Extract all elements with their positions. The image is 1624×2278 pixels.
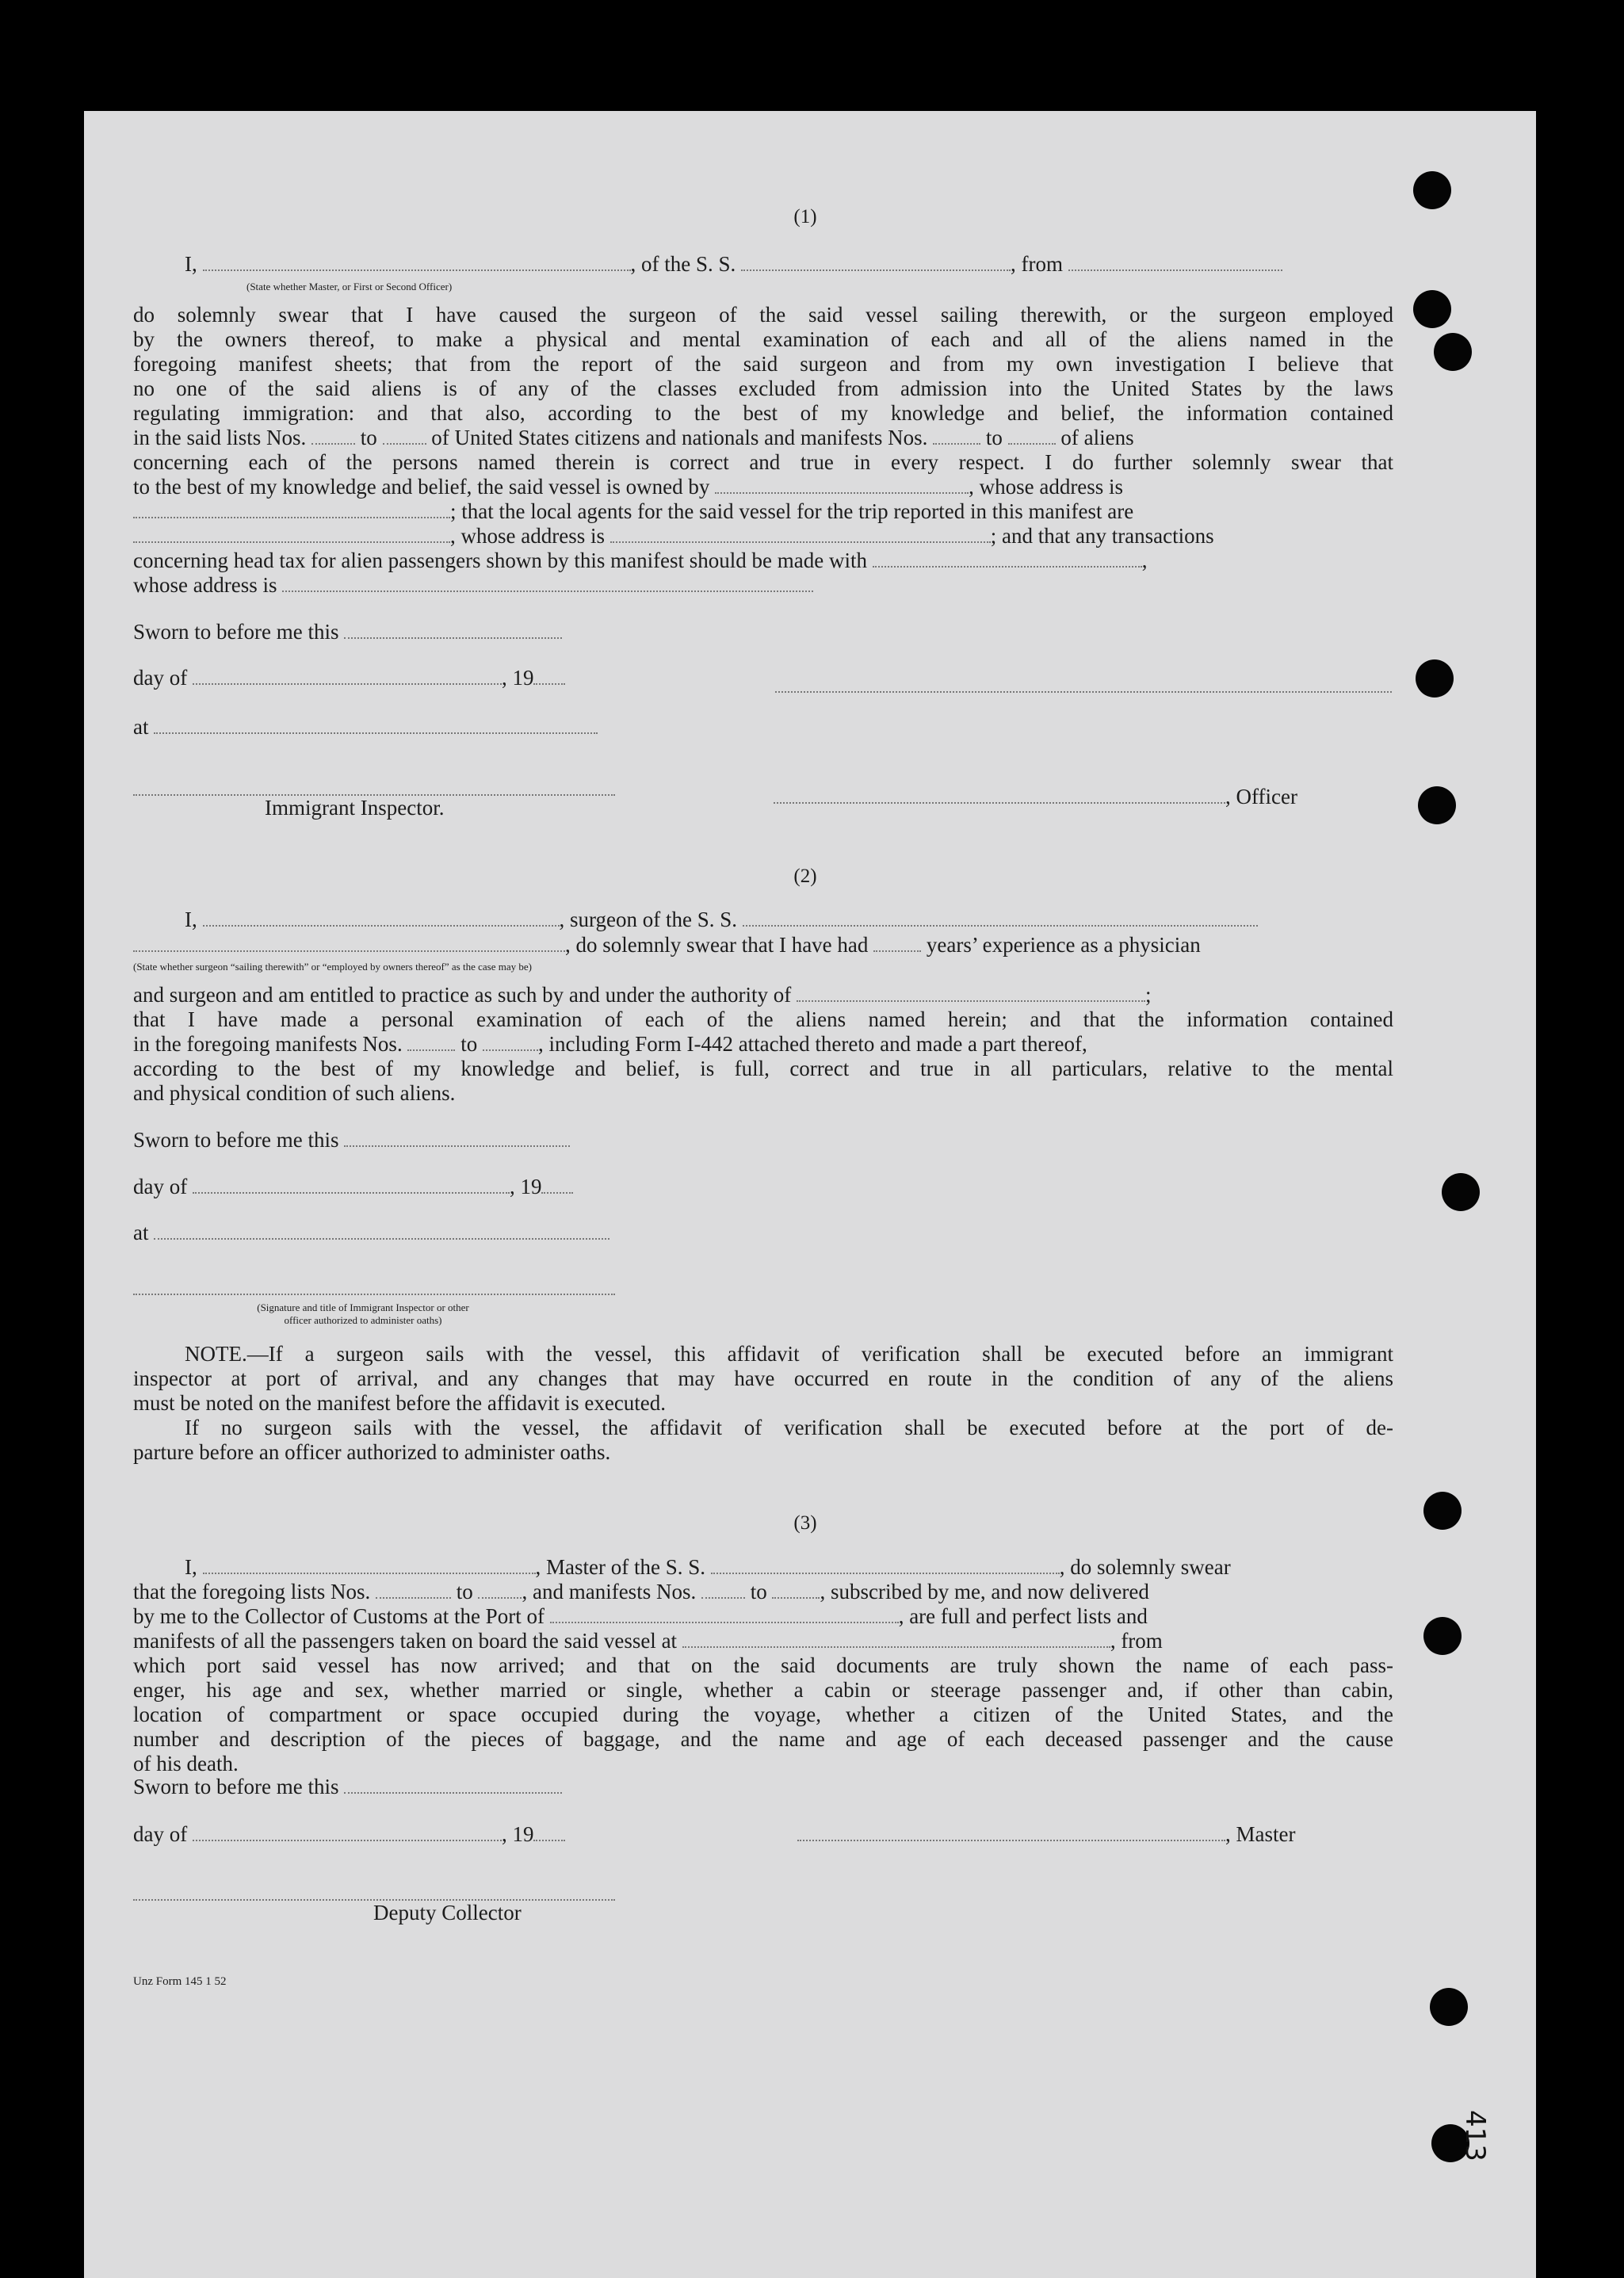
punch-hole	[1442, 1173, 1480, 1211]
place-field[interactable]	[154, 1236, 609, 1240]
owner-field[interactable]	[715, 491, 969, 494]
s1-line: regulating immigration: and that also, according to the best of my knowledge and belief, the information contained	[133, 401, 1393, 425]
year-field[interactable]	[533, 682, 565, 685]
officer-signature-field[interactable]	[775, 690, 1392, 693]
label-year: , 19	[501, 666, 534, 690]
sworn-line	[133, 1775, 562, 1799]
day-of-line	[133, 1175, 573, 1199]
s3-line: location of compartment or space occupied during the voyage, whether a citizen of the United States, and the	[133, 1703, 1393, 1726]
label-manifests-nos: , and manifests Nos.	[522, 1580, 697, 1603]
label-i: I,	[185, 252, 197, 276]
label-to: to	[460, 1032, 478, 1056]
lists-to-field[interactable]	[383, 441, 426, 445]
signature-note: (Signature and title of Immigrant Inspector or other	[257, 1301, 469, 1313]
label-from: , from	[1011, 252, 1063, 276]
label-subscribed: , subscribed by me, and now delivered	[820, 1580, 1149, 1603]
label-i: I,	[185, 1555, 197, 1579]
note-line: parture before an officer authorized to administer oaths.	[133, 1440, 611, 1464]
label-owned-by: to the best of my knowledge and belief, the said vessel is owned by	[133, 475, 710, 499]
s2-manifests-from-field[interactable]	[407, 1048, 455, 1051]
day-of-line	[133, 1822, 565, 1847]
label-master: , Master	[1225, 1822, 1296, 1846]
punch-hole	[1430, 1988, 1468, 2026]
label-swear: , do solemnly swear that I have had	[565, 933, 869, 957]
label-whose-address: , whose address is	[969, 475, 1124, 499]
label-local-agents: ; that the local agents for the said vessel for the trip reported in this manifest are	[450, 499, 1134, 523]
s1-line: foregoing manifest sheets; that from the report of the said surgeon and from my own investigation I believe that	[133, 352, 1393, 376]
label-of-aliens: of aliens	[1060, 426, 1134, 449]
label-semicolon: ;	[1145, 983, 1152, 1007]
master-line	[185, 1555, 1231, 1580]
boarding-port-field[interactable]	[682, 1645, 1110, 1648]
day-of-line	[133, 666, 565, 690]
officer-note: (State whether Master, or First or Second Officer)	[246, 281, 453, 292]
punch-hole	[1418, 786, 1456, 824]
deputy-collector-label: Deputy Collector	[373, 1901, 522, 1924]
master-signature-field[interactable]	[797, 1838, 1225, 1841]
lists-nos-line	[133, 426, 1393, 450]
master-signature-line	[797, 1822, 1295, 1847]
s2-manifests-to-field[interactable]	[483, 1048, 538, 1051]
s3-line: number and description of the pieces of baggage, and the name and age of each deceased passenger and the cause	[133, 1727, 1393, 1751]
punch-hole	[1413, 290, 1451, 328]
label-to: to	[985, 426, 1003, 449]
surgeon-status-field[interactable]	[133, 949, 565, 952]
label-day-of: day of	[133, 1822, 188, 1846]
s3-lists-line	[133, 1580, 1393, 1604]
s1-line: no one of the said aliens is of any of the classes excluded from admission into the United States by the laws	[133, 376, 1393, 400]
officer-name-field[interactable]	[203, 268, 631, 271]
surgeon-note: (State whether surgeon “sailing therewith” or “employed by owners thereof” as the case may be)	[133, 961, 532, 973]
label-transactions: ; and that any transactions	[990, 524, 1214, 548]
label-sworn: Sworn to before me this	[133, 1775, 339, 1798]
label-manifests-nos: in the foregoing manifests Nos.	[133, 1032, 403, 1056]
label-lists-nos: that the foregoing lists Nos.	[133, 1580, 371, 1603]
label-surgeon-of: , surgeon of the S. S.	[559, 908, 738, 931]
sworn-day-field[interactable]	[344, 636, 562, 639]
officer-line	[185, 252, 1394, 277]
label-to: to	[360, 426, 377, 449]
label-day-of: day of	[133, 1175, 188, 1198]
passengers-line	[133, 1629, 1393, 1653]
signature-note: officer authorized to administer oaths)	[284, 1314, 442, 1326]
agents-line	[133, 499, 1393, 524]
punch-hole	[1423, 1492, 1462, 1530]
authority-line	[133, 983, 1393, 1007]
officer-title-field[interactable]	[774, 801, 1225, 804]
note-line: inspector at port of arrival, and any changes that may have occurred en route in the condition of any of the aliens	[133, 1366, 1393, 1390]
label-swear: , do solemnly swear	[1059, 1555, 1231, 1579]
surgeon-line	[185, 908, 1258, 932]
at-line	[133, 1221, 609, 1245]
s3-lists-to-field[interactable]	[478, 1596, 522, 1599]
label-years-experience: years’ experience as a physician	[926, 933, 1201, 957]
s2-line: that I have made a personal examination of each of the aliens named herein; and that the information contained	[133, 1007, 1393, 1031]
s3-manifests-to-field[interactable]	[772, 1596, 820, 1599]
master-vessel-field[interactable]	[711, 1571, 1060, 1574]
head-tax-contact-field[interactable]	[873, 564, 1142, 568]
inspector-signature-field[interactable]	[133, 1292, 615, 1295]
manifests-from-field[interactable]	[933, 441, 980, 445]
from-port-field[interactable]	[1068, 268, 1282, 271]
note-line: must be noted on the manifest before the affidavit is executed.	[133, 1391, 667, 1415]
agents-address-field[interactable]	[610, 540, 991, 543]
punch-hole	[1416, 659, 1454, 698]
head-tax-address-field[interactable]	[282, 589, 813, 592]
label-at: at	[133, 1221, 149, 1244]
label-lists-nos: in the said lists Nos.	[133, 426, 307, 449]
surgeon-vessel-field[interactable]	[743, 923, 1258, 927]
experience-line	[133, 933, 1201, 957]
label-i: I,	[185, 908, 197, 931]
label-year: , 19	[501, 1822, 534, 1846]
s3-line: which port said vessel has now arrived; and that on the said documents are truly shown the name of each pass-	[133, 1653, 1393, 1677]
month-field[interactable]	[193, 682, 502, 685]
label-to: to	[750, 1580, 767, 1603]
sworn-day-field[interactable]	[344, 1791, 562, 1794]
s3-lists-from-field[interactable]	[376, 1596, 451, 1599]
label-including-form: , including Form I-442 attached thereto and made a part thereof,	[537, 1032, 1087, 1056]
punch-hole	[1413, 171, 1451, 209]
s2-line: and physical condition of such aliens.	[133, 1081, 456, 1105]
punch-hole	[1423, 1617, 1462, 1655]
master-name-field[interactable]	[203, 1571, 536, 1574]
s3-line: enger, his age and sex, whether married or single, whether a cabin or steerage passenger and, if other than cabin,	[133, 1678, 1393, 1702]
label-at: at	[133, 715, 149, 739]
agents-address-line	[133, 524, 1393, 548]
section-number: (3)	[793, 1512, 817, 1534]
inspector-label: Immigrant Inspector.	[265, 796, 445, 820]
label-from: , from	[1110, 1629, 1163, 1653]
punch-hole	[1434, 333, 1472, 371]
s1-line: concerning each of the persons named therein is correct and true in every respect. I do further solemnly swear that	[133, 450, 1393, 474]
label-officer: , Officer	[1225, 785, 1297, 808]
head-tax-line	[133, 548, 1393, 573]
sworn-line	[133, 1128, 570, 1152]
month-field[interactable]	[193, 1191, 510, 1194]
s1-line: by the owners thereof, to make a physical and mental examination of each and all of the aliens named in the	[133, 327, 1393, 351]
label-to: to	[456, 1580, 473, 1603]
note-line: NOTE.—If a surgeon sails with the vessel, this affidavit of verification shall be executed before an immigrant	[185, 1342, 1393, 1366]
label-sworn: Sworn to before me this	[133, 620, 339, 644]
s1-line: do solemnly swear that I have caused the surgeon of the said vessel sailing therewith, or the surgeon employed	[133, 303, 1393, 327]
section-number: (2)	[793, 866, 817, 887]
officer-title-line	[774, 785, 1297, 809]
place-field[interactable]	[154, 731, 598, 734]
at-line	[133, 715, 598, 740]
note-line: If no surgeon sails with the vessel, the affidavit of verification shall be executed before at the port of de-	[185, 1416, 1393, 1439]
owner-address-field[interactable]	[133, 515, 450, 518]
s3-manifests-from-field[interactable]	[701, 1596, 745, 1599]
label-head-tax: concerning head tax for alien passengers shown by this manifest should be made with	[133, 548, 868, 572]
s2-manifests-line	[133, 1032, 1393, 1057]
label-of-ss: , of the S. S.	[630, 252, 736, 276]
month-field[interactable]	[193, 1838, 502, 1841]
label-whose-address: , whose address is	[450, 524, 605, 548]
label-passengers-taken: manifests of all the passengers taken on board the said vessel at	[133, 1629, 678, 1653]
year-field[interactable]	[541, 1191, 573, 1194]
port-field[interactable]	[550, 1620, 899, 1623]
label-authority: and surgeon and am entitled to practice as such by and under the authority of	[133, 983, 792, 1007]
label-year: , 19	[509, 1175, 542, 1198]
year-field[interactable]	[533, 1838, 565, 1841]
label-manifests-nos: of United States citizens and nationals and manifests Nos.	[431, 426, 928, 449]
manifests-to-field[interactable]	[1008, 441, 1056, 445]
vessel-name-field[interactable]	[741, 268, 1011, 271]
label-whose-address: whose address is	[133, 573, 277, 597]
collector-line	[133, 1604, 1393, 1629]
label-sworn: Sworn to before me this	[133, 1128, 339, 1152]
years-field[interactable]	[873, 949, 921, 952]
owner-line	[133, 475, 1393, 499]
agents-field[interactable]	[133, 540, 450, 543]
authority-field[interactable]	[797, 999, 1145, 1002]
label-full-lists: , are full and perfect lists and	[898, 1604, 1148, 1628]
section-number: (1)	[793, 206, 817, 227]
s2-line: according to the best of my knowledge and belief, is full, correct and true in all particulars, relative to the mental	[133, 1057, 1393, 1080]
label-collector: by me to the Collector of Customs at the Port of	[133, 1604, 545, 1628]
label-master-of: , Master of the S. S.	[535, 1555, 705, 1579]
label-comma: ,	[1141, 548, 1148, 572]
label-day-of: day of	[133, 666, 188, 690]
sworn-line	[133, 620, 562, 644]
surgeon-name-field[interactable]	[203, 923, 560, 927]
document-page	[84, 111, 1536, 2278]
sworn-day-field[interactable]	[344, 1144, 570, 1147]
handwritten-page-number: 413	[1459, 2110, 1491, 2161]
s3-line: of his death.	[133, 1752, 239, 1775]
lists-from-field[interactable]	[311, 441, 355, 445]
head-tax-address-line	[133, 573, 813, 598]
form-number: Unz Form 145 1 52	[133, 1975, 227, 1988]
